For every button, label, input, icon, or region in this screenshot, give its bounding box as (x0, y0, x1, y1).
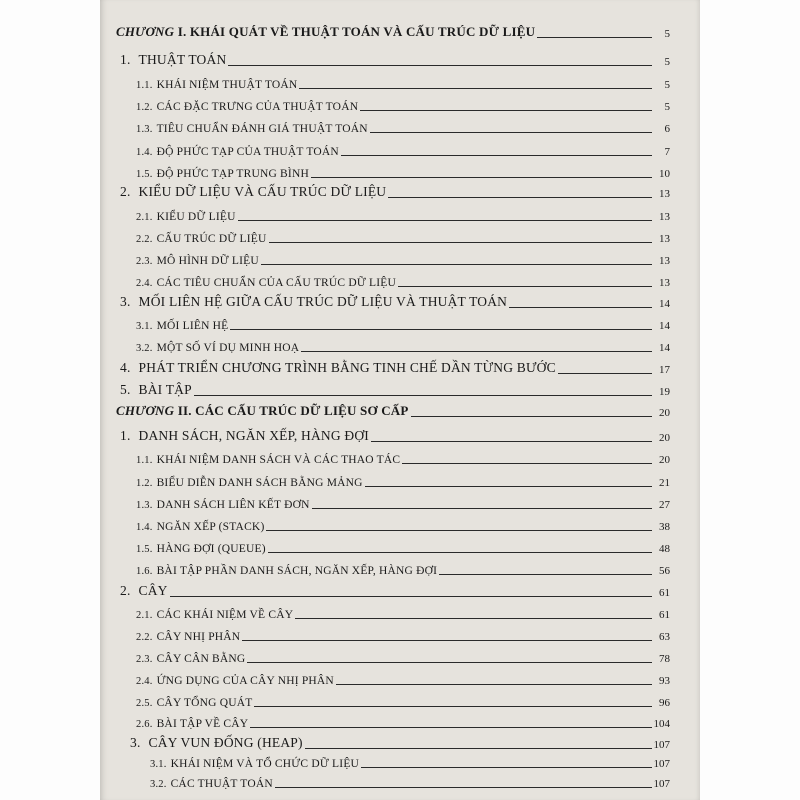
dot-leader (299, 88, 652, 89)
toc-page-number: 6 (664, 123, 670, 135)
toc-page-number: 5 (664, 56, 670, 68)
toc-entry-label (136, 477, 363, 490)
toc-entry-title: CÁC KHÁI NIỆM VỀ CÂY (156, 609, 294, 621)
toc-entry-title: CÂY VUN ĐỐNG (HEAP) (148, 735, 303, 750)
toc-page-number: 5 (664, 79, 670, 91)
dot-leader (268, 552, 652, 553)
toc-entry-label (136, 79, 297, 92)
toc-entry-number: 5. (120, 382, 131, 397)
toc-entry-title: ĐỘ PHỨC TẠP CỦA THUẬT TOÁN (156, 146, 339, 158)
toc-page-number: 13 (659, 255, 670, 267)
toc-section-entry (120, 293, 670, 311)
toc-entry-number: 2.4. (136, 278, 153, 289)
toc-subsection-entry (136, 472, 670, 490)
toc-entry-title: MỐI LIÊN HỆ (156, 320, 229, 332)
dot-leader (238, 220, 652, 221)
toc-entry-label (120, 360, 556, 377)
toc-entry-label (136, 499, 310, 512)
toc-entry-label (120, 428, 369, 445)
dot-leader (558, 373, 652, 374)
toc-entry-label (136, 675, 334, 688)
toc-entry-title: BIỂU DIỄN DANH SÁCH BẰNG MẢNG (156, 477, 363, 489)
toc-page-number: 7 (664, 146, 670, 158)
table-of-contents (100, 0, 700, 800)
toc-chapter-heading (116, 23, 670, 41)
toc-entry-label (136, 233, 267, 246)
dot-leader (402, 463, 652, 464)
toc-entry-number: 2. (120, 583, 131, 598)
toc-page-number: 93 (659, 675, 670, 687)
toc-subsection-entry (136, 337, 670, 355)
dot-leader (301, 351, 652, 352)
toc-entry-label (120, 52, 226, 69)
toc-entry-number: 1.1. (136, 455, 153, 466)
toc-page-number: 5 (664, 101, 670, 113)
toc-section-entry (130, 734, 670, 752)
toc-page-number: 13 (659, 211, 670, 223)
toc-entry-number: 2.2. (136, 632, 153, 643)
toc-entry-label (120, 294, 507, 311)
toc-entry-label (136, 565, 437, 578)
toc-entry-title: THUẬT TOÁN (138, 52, 227, 67)
toc-entry-title: KIỂU DỮ LIỆU VÀ CẤU TRÚC DỮ LIỆU (138, 184, 387, 199)
toc-entry-title: CÁC THUẬT TOÁN (170, 778, 273, 790)
toc-entry-label (136, 631, 240, 644)
toc-page-number: 13 (659, 188, 670, 200)
toc-entry-label (120, 382, 192, 399)
toc-page-number: 27 (659, 499, 670, 511)
toc-page-number: 10 (659, 168, 670, 180)
dot-leader (242, 640, 652, 641)
toc-chapter-heading (116, 402, 670, 420)
toc-page-number: 78 (659, 653, 670, 665)
toc-subsection-entry (136, 494, 670, 512)
toc-entry-number: 1.4. (136, 522, 153, 533)
toc-entry-title: TIÊU CHUẨN ĐÁNH GIÁ THUẬT TOÁN (156, 123, 368, 135)
toc-entry-title: MÔ HÌNH DỮ LIỆU (156, 255, 259, 267)
dot-leader (411, 416, 652, 417)
toc-entry-title: BÀI TẬP (138, 382, 192, 397)
toc-entry-title: CÂY CÂN BẰNG (156, 653, 246, 665)
toc-entry-title: HÀNG ĐỢI (QUEUE) (156, 543, 266, 555)
toc-entry-number: 3.2. (150, 779, 167, 790)
toc-subsection-entry (136, 449, 670, 467)
toc-page-number: 61 (659, 609, 670, 621)
toc-entry-label (136, 255, 259, 268)
toc-page-number: 14 (659, 320, 670, 332)
chapter-word: CHƯƠNG (116, 24, 175, 39)
toc-entry-label (136, 653, 245, 666)
toc-subsection-entry (136, 670, 670, 688)
toc-subsection-entry (136, 206, 670, 224)
dot-leader (247, 662, 652, 663)
toc-page-number: 107 (653, 739, 670, 751)
toc-page-number: 13 (659, 233, 670, 245)
book-page (100, 0, 700, 800)
toc-entry-number: 3. (130, 735, 141, 750)
dot-leader (360, 110, 652, 111)
dot-leader (312, 508, 652, 509)
toc-subsection-entry (136, 626, 670, 644)
toc-entry-number: 3. (120, 294, 131, 309)
dot-leader (269, 242, 652, 243)
dot-leader (261, 264, 652, 265)
toc-entry-title: NGĂN XẾP (STACK) (156, 521, 265, 533)
toc-entry-title: KHÁI NIỆM THUẬT TOÁN (156, 79, 298, 91)
toc-entry-title: DANH SÁCH, NGĂN XẾP, HÀNG ĐỢI (138, 428, 369, 443)
toc-subsection-entry (136, 118, 670, 136)
toc-subsection-entry (136, 74, 670, 92)
toc-entry-label (136, 320, 228, 333)
dot-leader (537, 37, 652, 38)
toc-page-number: 17 (659, 364, 670, 376)
dot-leader (365, 486, 652, 487)
toc-subsection-entry (150, 773, 670, 791)
toc-entry-number: 2.5. (136, 698, 153, 709)
toc-entry-label (136, 543, 266, 556)
dot-leader (509, 307, 652, 308)
toc-entry-label (136, 609, 293, 622)
toc-entry-title: I. KHÁI QUÁT VỀ THUẬT TOÁN VÀ CẤU TRÚC DỮ LIỆU (177, 24, 536, 39)
toc-entry-label (136, 718, 248, 731)
toc-entry-number: 1.4. (136, 147, 153, 158)
toc-entry-label (120, 184, 386, 201)
toc-subsection-entry (150, 753, 670, 771)
toc-entry-label (130, 735, 303, 752)
toc-subsection-entry (136, 713, 670, 731)
toc-page-number: 63 (659, 631, 670, 643)
dot-leader (250, 727, 651, 728)
dot-leader (371, 441, 652, 442)
toc-entry-title: KHÁI NIỆM VÀ TỔ CHỨC DỮ LIỆU (170, 758, 360, 770)
toc-entry-number: 2.6. (136, 719, 153, 730)
dot-leader (228, 65, 652, 66)
dot-leader (370, 132, 652, 133)
toc-entry-number: 1.5. (136, 169, 153, 180)
toc-entry-label (120, 583, 168, 600)
toc-subsection-entry (136, 560, 670, 578)
toc-entry-label (116, 24, 535, 41)
toc-subsection-entry (136, 163, 670, 181)
dot-leader (275, 787, 652, 788)
toc-entry-label (136, 168, 309, 181)
toc-page-number: 104 (653, 718, 670, 730)
toc-entry-title: ỨNG DỤNG CỦA CÂY NHỊ PHÂN (156, 675, 334, 687)
toc-entry-label (136, 211, 236, 224)
toc-section-entry (120, 359, 670, 377)
toc-entry-title: CÁC ĐẶC TRƯNG CỦA THUẬT TOÁN (156, 101, 359, 113)
toc-entry-label (136, 697, 252, 710)
toc-entry-number: 2.3. (136, 256, 153, 267)
toc-subsection-entry (136, 604, 670, 622)
toc-subsection-entry (136, 692, 670, 710)
dot-leader (398, 286, 652, 287)
toc-subsection-entry (136, 648, 670, 666)
toc-entry-number: 2. (120, 184, 131, 199)
toc-page-number: 56 (659, 565, 670, 577)
toc-entry-number: 1.6. (136, 566, 153, 577)
dot-leader (194, 395, 652, 396)
toc-page-number: 14 (659, 298, 670, 310)
toc-entry-title: KHÁI NIỆM DANH SÁCH VÀ CÁC THAO TÁC (156, 454, 401, 466)
toc-entry-number: 1.2. (136, 478, 153, 489)
toc-entry-title: CÁC TIÊU CHUẨN CỦA CẤU TRÚC DỮ LIỆU (156, 277, 396, 289)
toc-page-number: 61 (659, 587, 670, 599)
toc-page-number: 38 (659, 521, 670, 533)
toc-subsection-entry (136, 538, 670, 556)
toc-entry-title: PHÁT TRIỂN CHƯƠNG TRÌNH BẰNG TINH CHẾ DẦN TỪNG BƯỚC (138, 360, 556, 375)
toc-entry-label (136, 277, 396, 290)
toc-page-number: 96 (659, 697, 670, 709)
toc-page-number: 5 (664, 28, 670, 40)
dot-leader (388, 197, 652, 198)
toc-section-entry (120, 51, 670, 69)
dot-leader (439, 574, 652, 575)
toc-entry-number: 1. (120, 52, 131, 67)
toc-entry-number: 1.1. (136, 80, 153, 91)
chapter-word: CHƯƠNG (116, 403, 175, 418)
dot-leader (305, 748, 652, 749)
toc-entry-title: KIỂU DỮ LIỆU (156, 211, 236, 223)
dot-leader (254, 706, 652, 707)
toc-page-number: 20 (659, 454, 670, 466)
toc-subsection-entry (136, 516, 670, 534)
toc-section-entry (120, 582, 670, 600)
toc-section-entry (120, 183, 670, 201)
toc-entry-label (150, 758, 359, 771)
toc-entry-number: 2.1. (136, 610, 153, 621)
toc-entry-title: CÂY TỔNG QUÁT (156, 697, 253, 709)
toc-subsection-entry (136, 272, 670, 290)
toc-page-number: 107 (653, 778, 670, 790)
toc-entry-number: 2.1. (136, 212, 153, 223)
toc-subsection-entry (136, 141, 670, 159)
toc-page-number: 13 (659, 277, 670, 289)
toc-entry-number: 2.2. (136, 234, 153, 245)
toc-subsection-entry (136, 228, 670, 246)
toc-entry-number: 3.1. (136, 321, 153, 332)
toc-entry-number: 4. (120, 360, 131, 375)
toc-entry-title: BÀI TẬP PHẦN DANH SÁCH, NGĂN XẾP, HÀNG ĐỢI (156, 565, 438, 577)
toc-entry-number: 2.4. (136, 676, 153, 687)
toc-entry-title: CÂY NHỊ PHÂN (156, 631, 241, 643)
toc-page-number: 14 (659, 342, 670, 354)
toc-page-number: 48 (659, 543, 670, 555)
toc-section-entry (120, 381, 670, 399)
toc-entry-number: 1.5. (136, 544, 153, 555)
toc-page-number: 21 (659, 477, 670, 489)
toc-entry-label (116, 403, 409, 420)
dot-leader (311, 177, 652, 178)
toc-entry-title: MỐI LIÊN HỆ GIỮA CẤU TRÚC DỮ LIỆU VÀ THUẬT TOÁN (138, 294, 508, 309)
toc-entry-number: 1.3. (136, 124, 153, 135)
dot-leader (295, 618, 652, 619)
toc-page-number: 19 (659, 386, 670, 398)
toc-entry-label (136, 123, 368, 136)
toc-entry-title: MỘT SỐ VÍ DỤ MINH HOẠ (156, 342, 300, 354)
toc-page-number: 20 (659, 407, 670, 419)
toc-subsection-entry (136, 250, 670, 268)
dot-leader (361, 767, 651, 768)
toc-entry-label (136, 521, 264, 534)
toc-page-number: 107 (653, 758, 670, 770)
dot-leader (230, 329, 652, 330)
toc-entry-title: CÂY (138, 583, 168, 598)
toc-entry-title: ĐỘ PHỨC TẠP TRUNG BÌNH (156, 168, 309, 180)
dot-leader (170, 596, 652, 597)
toc-entry-label (136, 146, 339, 159)
toc-entry-label (136, 101, 358, 114)
toc-entry-label (150, 778, 273, 791)
toc-entry-number: 1.3. (136, 500, 153, 511)
toc-subsection-entry (136, 96, 670, 114)
dot-leader (266, 530, 652, 531)
toc-entry-title: II. CÁC CẤU TRÚC DỮ LIỆU SƠ CẤP (177, 403, 409, 418)
dot-leader (336, 684, 652, 685)
toc-entry-number: 1.2. (136, 102, 153, 113)
toc-entry-title: CẤU TRÚC DỮ LIỆU (156, 233, 267, 245)
toc-entry-label (136, 342, 299, 355)
toc-entry-title: BÀI TẬP VỀ CÂY (156, 718, 249, 730)
toc-section-entry (120, 427, 670, 445)
toc-subsection-entry (136, 315, 670, 333)
toc-entry-number: 3.2. (136, 343, 153, 354)
toc-entry-label (136, 454, 400, 467)
toc-page-number: 20 (659, 432, 670, 444)
toc-entry-number: 1. (120, 428, 131, 443)
toc-entry-number: 2.3. (136, 654, 153, 665)
dot-leader (341, 155, 652, 156)
toc-entry-number: 3.1. (150, 759, 167, 770)
toc-entry-title: DANH SÁCH LIÊN KẾT ĐƠN (156, 499, 310, 511)
